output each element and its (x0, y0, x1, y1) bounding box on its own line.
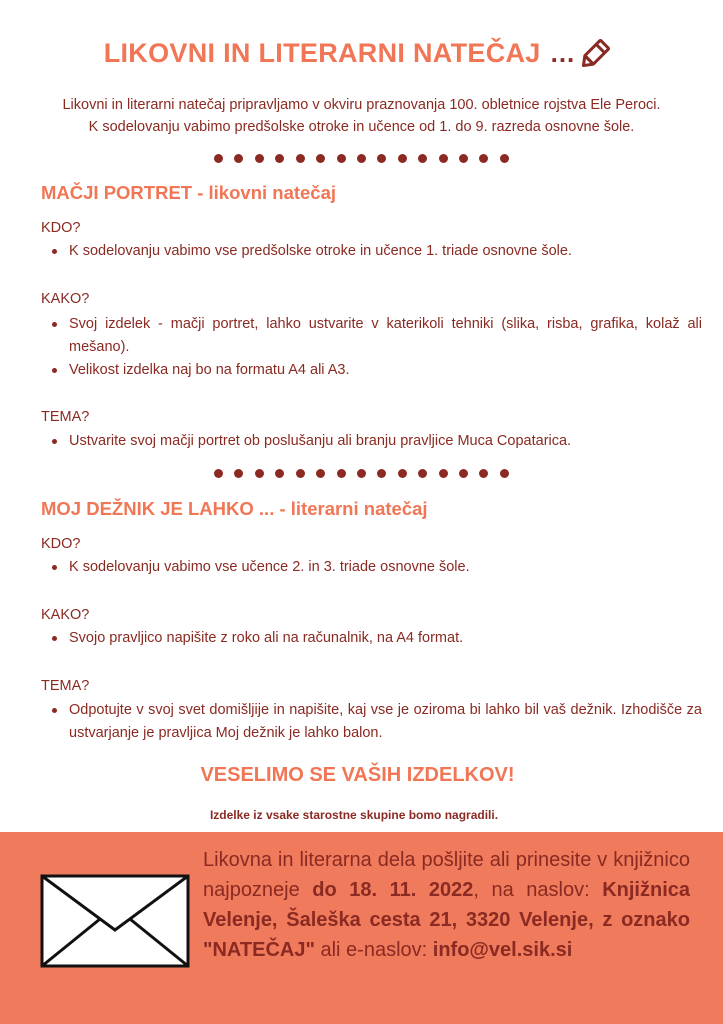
question-kako: KAKO? (41, 291, 90, 307)
title-ellipsis: ... (550, 37, 576, 68)
kdo-list (41, 240, 702, 263)
tema-list (41, 699, 702, 745)
question-kdo: KDO? (41, 220, 81, 236)
question-kdo: KDO? (41, 536, 81, 552)
kdo-list (41, 556, 702, 579)
envelope-icon (40, 874, 190, 968)
info-text: ali e-naslov: (314, 939, 433, 961)
award-note: Izdelke iz vsake starostne skupine bomo nagradili. (209, 808, 499, 822)
section-title-literarni: MOJ DEŽNIK JE LAHKO ... - literarni natečaj (41, 498, 428, 519)
question-kako: KAKO? (41, 607, 90, 623)
deadline: do 18. 11. 2022 (312, 879, 474, 901)
list-item: K sodelovanju vabimo vse predšolske otroke in učence 1. triade osnovne šole. (69, 240, 702, 263)
list-item: Ustvarite svoj mačji portret ob poslušanju ali branju pravljice Muca Copatarica. (69, 430, 702, 453)
postal-address: Knjižnica Velenje, Šaleška cesta 21, 3320 Velenje, z oznako "NATEČAJ" (203, 879, 690, 961)
dot-divider (214, 152, 509, 164)
list-item: Svojo pravljico napišite z roko ali na računalnik, na A4 format. (69, 627, 702, 650)
info-text: Likovna in literarna dela pošljite ali prinesite v knjižnico najpozneje (203, 849, 690, 901)
footer-banner (0, 832, 723, 1024)
section-title-likovni: MAČJI PORTRET - likovni natečaj (41, 182, 337, 203)
email-link[interactable]: info@vel.sik.si (432, 939, 573, 961)
list-item: Odpotujte v svoj svet domišljije in napišite, kaj vse je oziroma bi lahko bil vaš dežnik. Izhodišče za ustvarjanje je pravljica Moj dežnik je lahko balon. (69, 699, 702, 745)
question-tema: TEMA? (41, 409, 90, 425)
page-title: LIKOVNI IN LITERARNI NATEČAJ (103, 37, 541, 68)
list-item: Svoj izdelek - mačji portret, lahko ustvarite v katerikoli tehniki (slika, risba, grafika, kolaž ali mešano). (69, 313, 702, 359)
intro-text (20, 94, 703, 138)
dot-divider (214, 467, 509, 479)
list-item: Velikost izdelka naj bo na formatu A4 ali A3. (69, 359, 702, 382)
intro-line: Likovni in literarni natečaj pripravljamo v okviru praznovanja 100. obletnice rojstva Ele Peroci. (62, 97, 661, 113)
kako-list (41, 627, 702, 650)
tema-list (41, 430, 702, 453)
pencil-icon (579, 30, 619, 70)
slogan: VESELIMO SE VAŠIH IZDELKOV! (200, 764, 515, 786)
submission-info (203, 845, 690, 965)
list-item: K sodelovanju vabimo vse učence 2. in 3. triade osnovne šole. (69, 556, 702, 579)
title-row (0, 36, 723, 70)
kako-list (41, 313, 702, 382)
intro-line: K sodelovanju vabimo predšolske otroke in učence od 1. do 9. razreda osnovne šole. (88, 119, 635, 135)
info-text: , na naslov: (473, 879, 603, 901)
question-tema: TEMA? (41, 678, 90, 694)
